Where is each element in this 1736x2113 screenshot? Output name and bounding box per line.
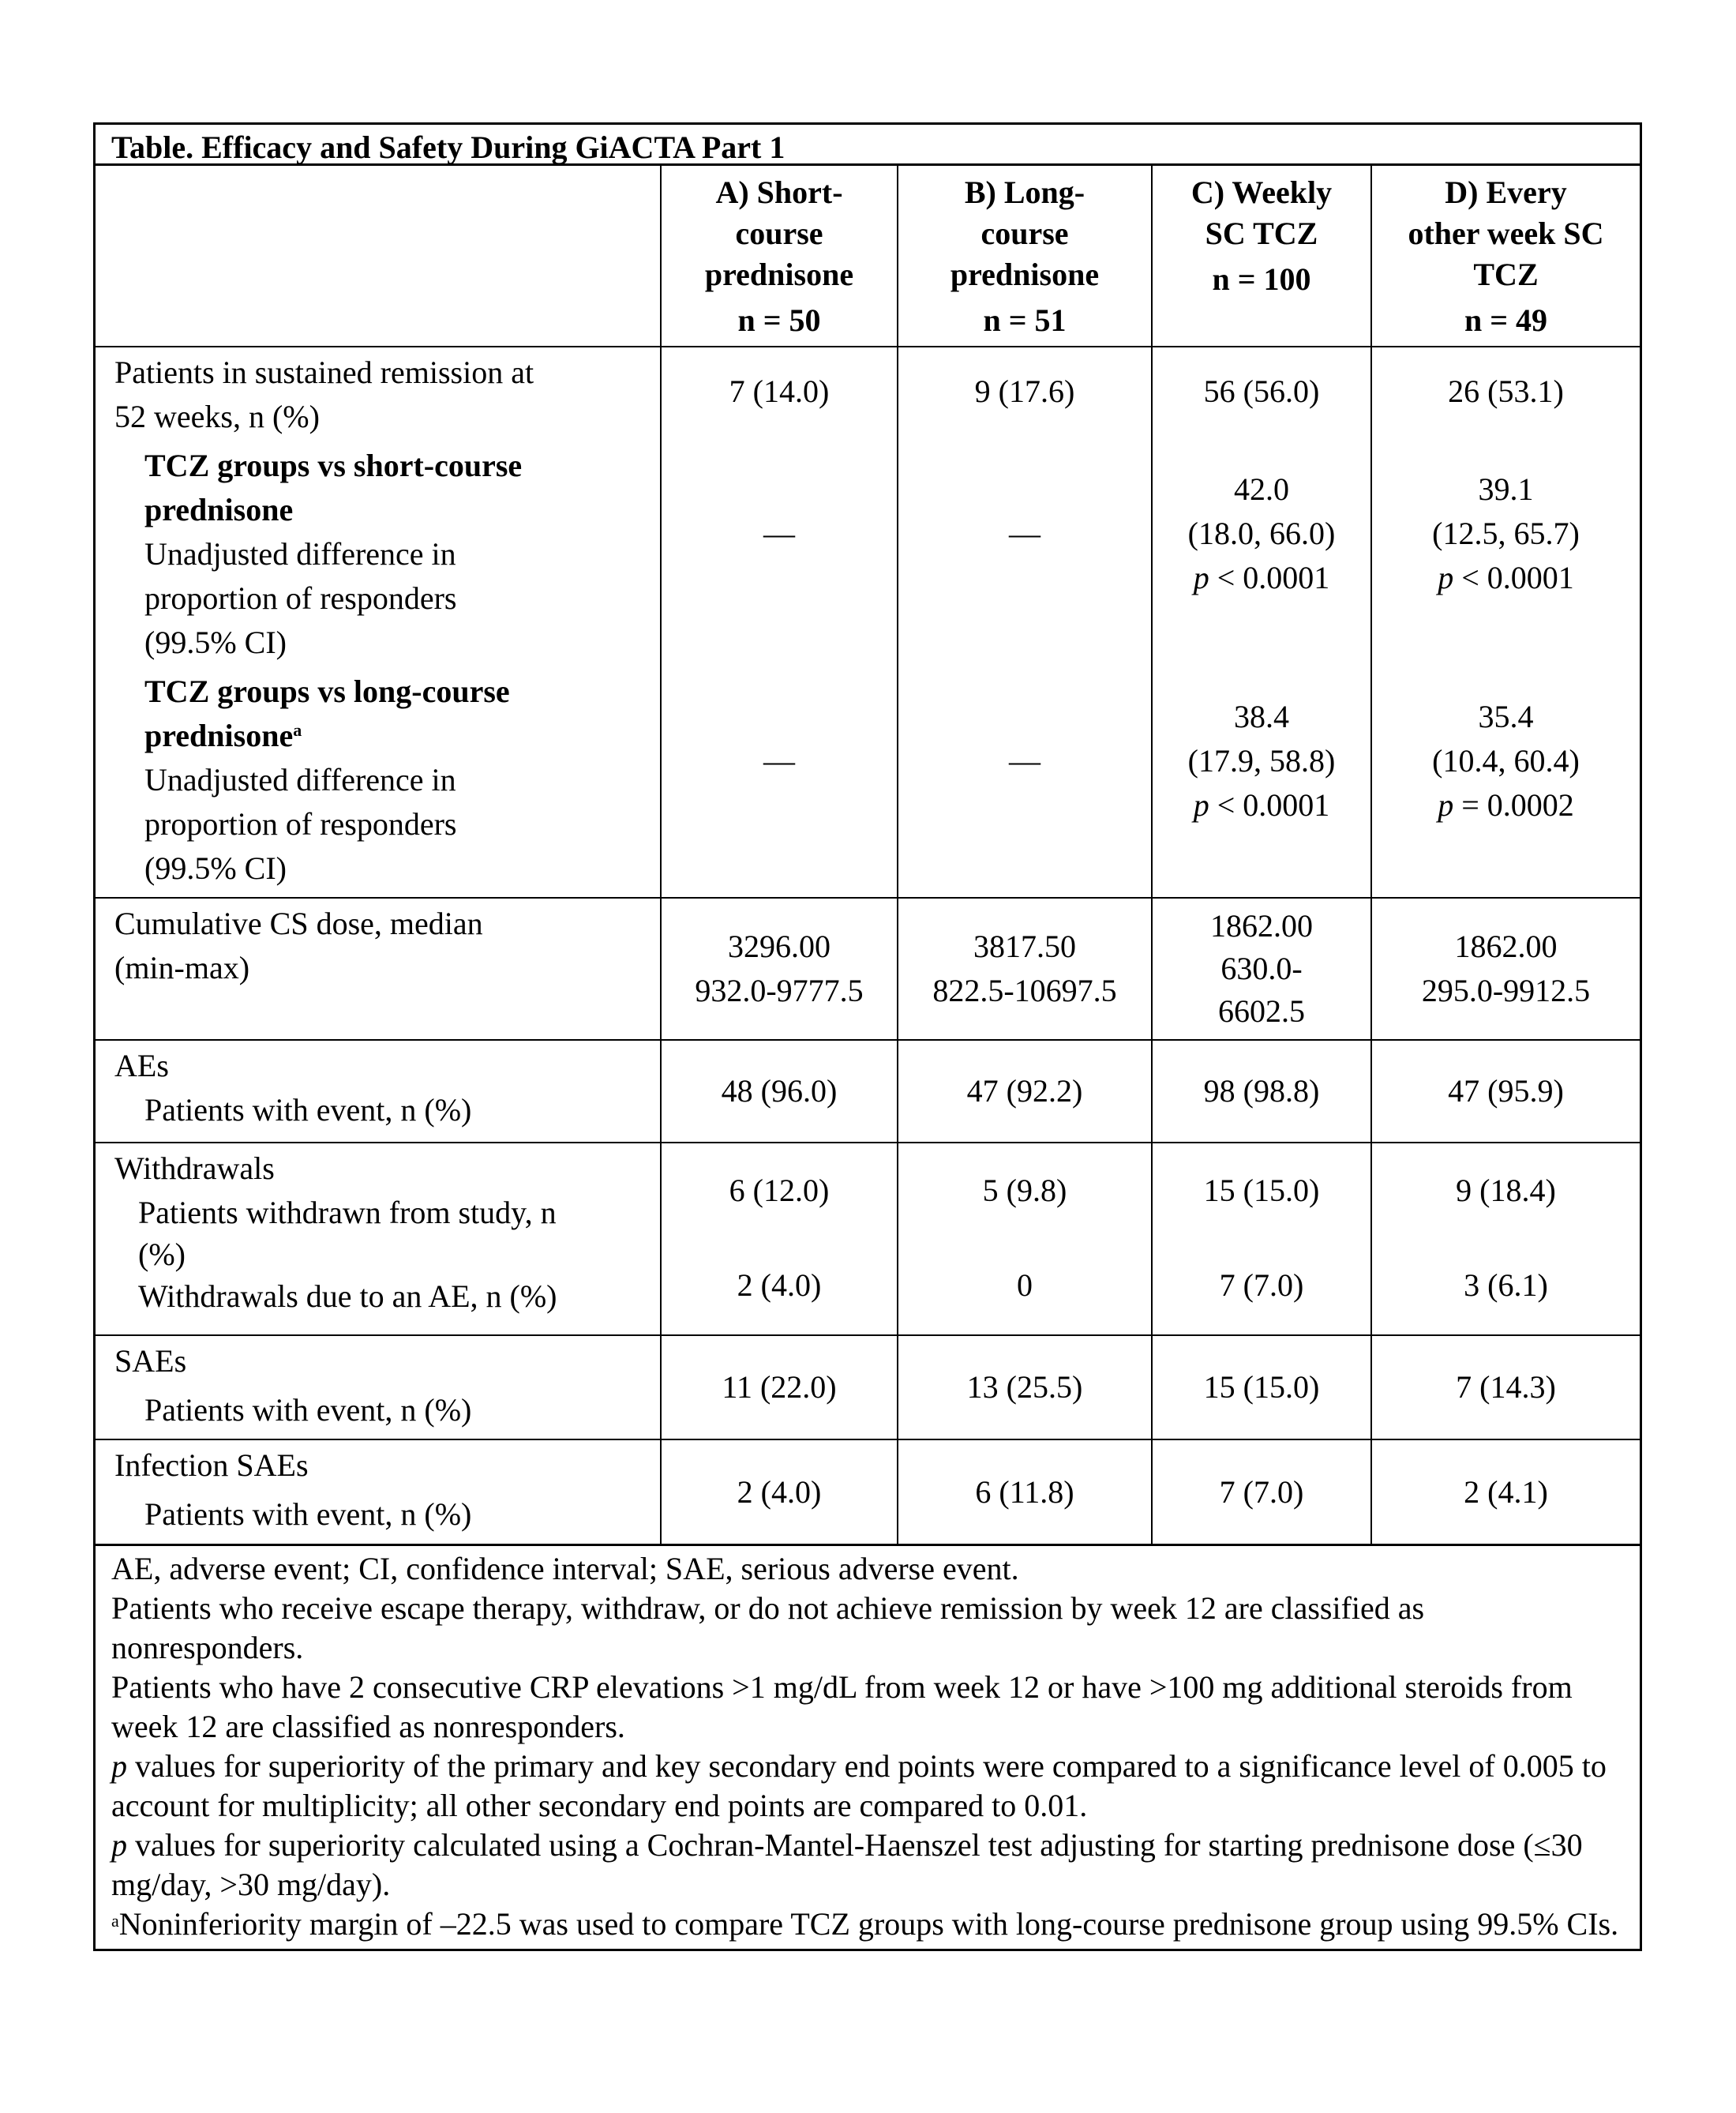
cell-aes-a: 48 (96.0) [661,1040,898,1143]
col-a-n: n = 50 [737,302,821,338]
cell-cs-dose-a: 3296.00 932.0-9777.5 [661,898,898,1040]
cell-remission-c: 56 (56.0) 42.0 (18.0, 66.0) p < 0.0001 38.4 (17.9, 58.8) p < 0.0001 [1152,347,1371,898]
table-row-withdrawals [96,1143,1640,1335]
cell-cs-dose-b: 3817.50 822.5-10697.5 [898,898,1152,1040]
cell-infection-saes-c: 7 (7.0) [1152,1439,1371,1544]
row-label-saes: SAEs Patients with event, n (%) [96,1335,661,1439]
cell-saes-d: 7 (14.3) [1371,1335,1640,1439]
cell-infection-saes-a: 2 (4.0) [661,1439,898,1544]
header-col-c: C) Weekly SC TCZ n = 100 [1152,166,1371,347]
cell-withdrawals-b: 5 (9.8) 0 [898,1143,1152,1335]
header-row [96,166,1640,347]
table-row-remission [96,347,1640,898]
row-label-remission: Patients in sustained remission at 52 weeks, n (%) TCZ groups vs short-course prednisone Unadjusted difference in proportion of responders (99.5% CI) TCZ groups vs long-course prednisone$^a$ Unadjusted difference in proportion of responders (99.5% CI) [96,347,661,898]
cell-remission-d: 26 (53.1) 39.1 (12.5, 65.7) p < 0.0001 35.4 (10.4, 60.4) p = 0.0002 [1371,347,1640,898]
cell-remission-a: 7 (14.0) — — [661,347,898,898]
cell-saes-c: 15 (15.0) [1152,1335,1371,1439]
row-label-infection-saes: Infection SAEs Patients with event, n (%) [96,1439,661,1544]
data-table [96,166,1640,1544]
cell-cs-dose-d: 1862.00 295.0-9912.5 [1371,898,1640,1040]
cell-aes-c: 98 (98.8) [1152,1040,1371,1143]
efficacy-safety-table [93,122,1642,1951]
table-row-cs-dose [96,898,1640,1040]
footnote-crp-elevations: Patients who have 2 consecutive CRP elevations >1 mg/dL from week 12 or have >100 mg additional steroids from week 12 are classified as nonresponders. [111,1669,1573,1744]
cell-infection-saes-d: 2 (4.1) [1371,1439,1640,1544]
cell-aes-b: 47 (92.2) [898,1040,1152,1143]
cell-withdrawals-a: 6 (12.0) 2 (4.0) [661,1143,898,1335]
cell-withdrawals-d: 9 (18.4) 3 (6.1) [1371,1143,1640,1335]
table-row-saes [96,1335,1640,1439]
header-col-b: B) Long- course prednisone n = 51 [898,166,1152,347]
cell-saes-b: 13 (25.5) [898,1335,1152,1439]
footnote-significance-level: p values for superiority of the primary and key secondary end points were compared to a significance level of 0.005 to account for multiplicity; all other secondary end points are compared to 0.01. [111,1748,1607,1823]
header-empty-cell [96,166,661,347]
col-c-n: n = 100 [1212,261,1311,297]
footnote-abbreviations: AE, adverse event; CI, confidence interval; SAE, serious adverse event. [111,1551,1019,1586]
footnote-marker-a: a [293,720,302,740]
cell-remission-b: 9 (17.6) — — [898,347,1152,898]
cell-infection-saes-b: 6 (11.8) [898,1439,1152,1544]
cell-aes-d: 47 (95.9) [1371,1040,1640,1143]
footnote-escape-therapy: Patients who receive escape therapy, withdraw, or do not achieve remission by week 12 are classified as nonresponders. [111,1590,1425,1665]
table-row-aes [96,1040,1640,1143]
table-title: Table. Efficacy and Safety During GiACTA Part 1 [96,125,1640,166]
col-b-n: n = 51 [983,302,1067,338]
row-label-aes: AEs Patients with event, n (%) [96,1040,661,1143]
cell-saes-a: 11 (22.0) [661,1335,898,1439]
footnote-noninferiority: $^a$Noninferiority margin of –22.5 was used to compare TCZ groups with long-course prednisone group using 99.5% CIs. [111,1906,1619,1942]
cell-cs-dose-c: 1862.00 630.0- 6602.5 [1152,898,1371,1040]
cell-withdrawals-c: 15 (15.0) 7 (7.0) [1152,1143,1371,1335]
col-d-n: n = 49 [1464,302,1548,338]
row-label-cs-dose: Cumulative CS dose, median (min-max) [96,898,661,1040]
header-col-a: A) Short- course prednisone n = 50 [661,166,898,347]
header-col-d: D) Every other week SC TCZ n = 49 [1371,166,1640,347]
footnote-cmh-test: p values for superiority calculated using a Cochran-Mantel-Haenszel test adjusting for starting prednisone dose (≤30 mg/day, >30 mg/day). [111,1827,1583,1902]
table-row-infection-saes [96,1439,1640,1544]
table-footnotes [96,1544,1640,1949]
row-label-withdrawals: Withdrawals Patients withdrawn from study, n (%) Withdrawals due to an AE, n (%) [96,1143,661,1335]
